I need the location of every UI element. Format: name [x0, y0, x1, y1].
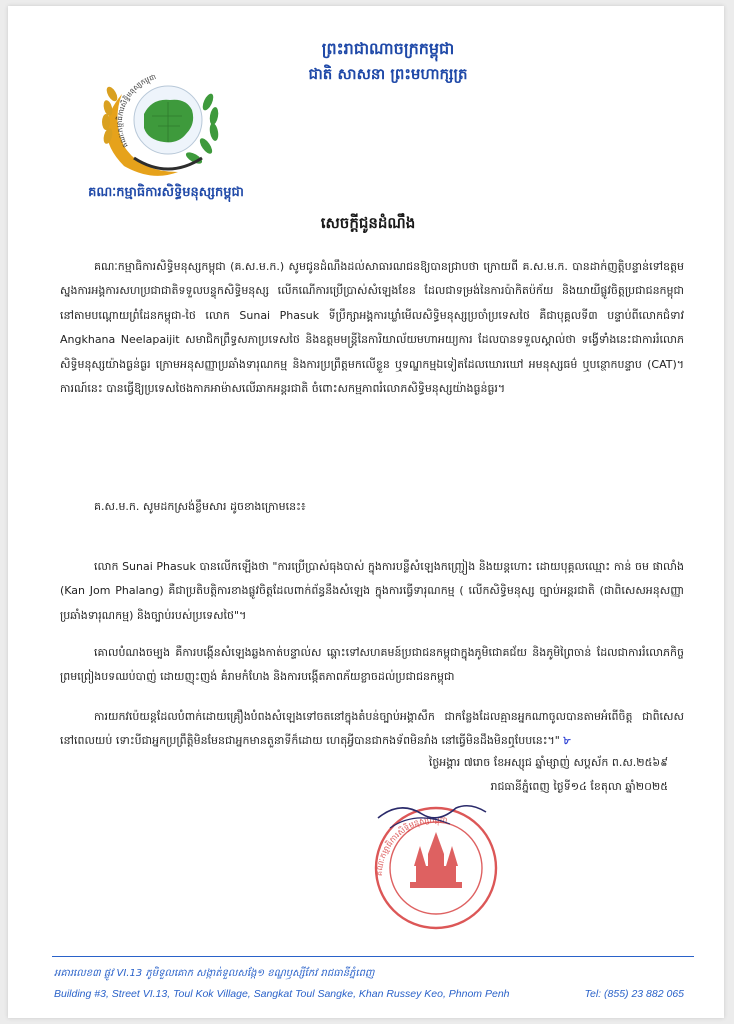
handwritten-pen-mark: ৮ — [563, 734, 571, 748]
footer-telephone: Tel: (855) 23 882 065 — [584, 988, 684, 1000]
document-title: សេចក្តីជូនដំណឹង — [320, 214, 416, 232]
seal-stamp-icon — [360, 798, 512, 932]
date-lunar: ថ្ងៃអង្គារ ៧រោច ខែអស្សុជ ឆ្នាំម្សាញ់ សប្តស័ក ព.ស.២៥៦៩ — [428, 756, 668, 769]
footer-address-khmer: អគារលេខ៣ ផ្លូវ VI.13 ភូមិទួលគោក សង្កាត់ទួលសង្កែ១ ខណ្ឌឫស្សីកែវ រាជធានីភ្នំពេញ — [54, 968, 375, 979]
kingdom-motto — [238, 36, 538, 86]
body-paragraph-4: គោលបំណងចម្បង គឺការបង្កើនសំឡេងឆ្លងកាត់បន្ទាល់ស ឆ្ពោះទៅសហគមន៍ប្រជាជនកម្ពុជាក្នុងភូមិជោគជ័យ និងភូមិព្រៃចាន់ ដែលជាការរំលោភកិច្ចព្រមព្រៀងបទឈប់បាញ់ ដោយញុះញង់ គំរាមកំហែង និងការបង្កើតភាពភ័យខ្លាចដល់ប្រជាជនកម្ពុជា — [60, 646, 684, 684]
commission-logo — [82, 54, 254, 184]
footer-address-english: Building #3, Street VI.13, Toul Kok Village, Sangkat Toul Sangke, Khan Russey Keo, Phnom Penh — [54, 988, 510, 1000]
date-solar: រាជធានីភ្នំពេញ ថ្ងៃទី១៤ ខែតុលា ឆ្នាំ២០២៥ — [490, 780, 668, 793]
body-paragraph-2: គ.ស.ម.ក. សូមដកស្រង់ខ្លឹមសារ ដូចខាងក្រោមនេះ៖ — [94, 500, 306, 513]
seal-ring-text: គណៈកម្មាធិការសិទ្ធិមនុស្សកម្ពុជា — [374, 814, 449, 877]
document-page — [8, 6, 724, 1018]
body-paragraph-1: គណៈកម្មាធិការសិទ្ធិមនុស្សកម្ពុជា (គ.ស.ម.ក.) សូមជូនដំណឹងដល់សាធារណជនឱ្យបានជ្រាបថា ក្រោយពី គ.ស.ម.ក. បានដាក់ញត្តិបន្ទាន់ទៅឧត្តមស្នងការអង្គការសហប្រជាជាតិទទួលបន្ទុកសិទ្ធិមនុស្ស លើកណើការប្រើប្រាស់សំឡេងខែន ដែលជាទម្រង់នៃការប៉ាកិតប៉ក័យ និងយាយីផ្លូវចិត្តប្រជាជនកម្ពុជា នៅតាមបណ្តោយព្រំដែនកម្ពុជា-ថៃ លោក Sunai Phasuk ទីប្រឹក្សាអង្គការឃ្លាំមើលសិទ្ធិមនុស្សប្រចាំប្រទេសថៃ គឺជាបុគ្គលទី៣ បន្ទាប់ពីលោកជំទាវ Angkhana Neelapaijit សមាជិកព្រឹទ្ធសភាប្រទេសថៃ និងឧត្តមមន្ត្រីនៃការិយាល័យមហាអយ្យការ ដែលបានទទួលស្គាល់ថា ទង្វើទាំងនេះជាការរំលោភសិទ្ធិមនុស្សយ៉ាងធ្ងន់ធ្ងរ ក្រោមអនុសញ្ញាប្រឆាំងទារុណកម្ម និងការប្រព្រឹត្តមកលើខ្លួន ឬទណ្ឌកម្មឯទៀតដែលឃោរឃៅ អមនុស្សធម៌ ឬបន្ថោកបន្ទាប (CAT)។ ការណ៍នេះ បានធ្វើឱ្យប្រទេសថៃងកាភអាម៉ាសលើឆាកអន្តរជាតិ ចំពោះសកម្មភាពរំលោភសិទ្ធិមនុស្សយ៉ាងធ្ងន់ធ្ងរ។ — [60, 260, 684, 396]
body-paragraph-3: លោក Sunai Phasuk បានលើកឡើងថា "ការប្រើប្រាស់ធុងបាស់ ក្នុងការបន្លឺសំឡេងកញ្ជ្រៀង និងយន្តហោះ ដោយបុគ្គលឈ្មោះ កាន់ ចម ផាលាំង (Kan Jom Phalang) គឺជាប្រតិបត្តិការខាងផ្លូវចិត្តដែលពាក់ព័ន្ធនឹងសំឡេង ក្នុងការធ្វើទារុណកម្ម ( លើកសិទ្ធិមនុស្ស ច្បាប់អន្តរជាតិ (ជាពិសេសអនុសញ្ញាប្រឆាំងទារុណកម្ម) និងច្បាប់របស់ប្រទេសថៃ"។ — [60, 560, 684, 622]
national-motto: ជាតិ សាសនា ព្រះមហាក្សត្រ — [308, 65, 468, 83]
official-seal — [360, 798, 512, 932]
kingdom-name: ព្រះរាជាណាចក្រកម្ពុជា — [321, 39, 455, 58]
logo-ring-text: គណៈកម្មាធិការសិទ្ធិមនុស្សកម្ពុជា — [115, 72, 158, 149]
logo-emblem-icon — [82, 54, 254, 184]
body-paragraph-5-text: ការយកវប៉េយន្តដែលបំពាក់ដោយគ្រឿងបំពងសំឡេងទៅចតនៅក្នុងតំបន់ច្បាប់អង្គាសឹក ជាកន្លែងដែលគ្មានអ្នកណាចូលបានតាមអំពើចិត្ត ជាពិសេសនៅពេលយប់ ទោះបីជាអ្នកប្រព្រឹត្តិមិនមែនជាអ្នកមានតួនាទីក៏ដោយ ហេតុអ្វីបានជាកងទ័ពមិនរាំង នៅធ្វើមិនដឹងមិនឮបែបនេះ។" — [60, 710, 684, 748]
footer-divider — [52, 956, 694, 957]
organization-name: គណៈកម្មាធិការសិទ្ធិមនុស្សកម្ពុជា — [88, 185, 244, 200]
